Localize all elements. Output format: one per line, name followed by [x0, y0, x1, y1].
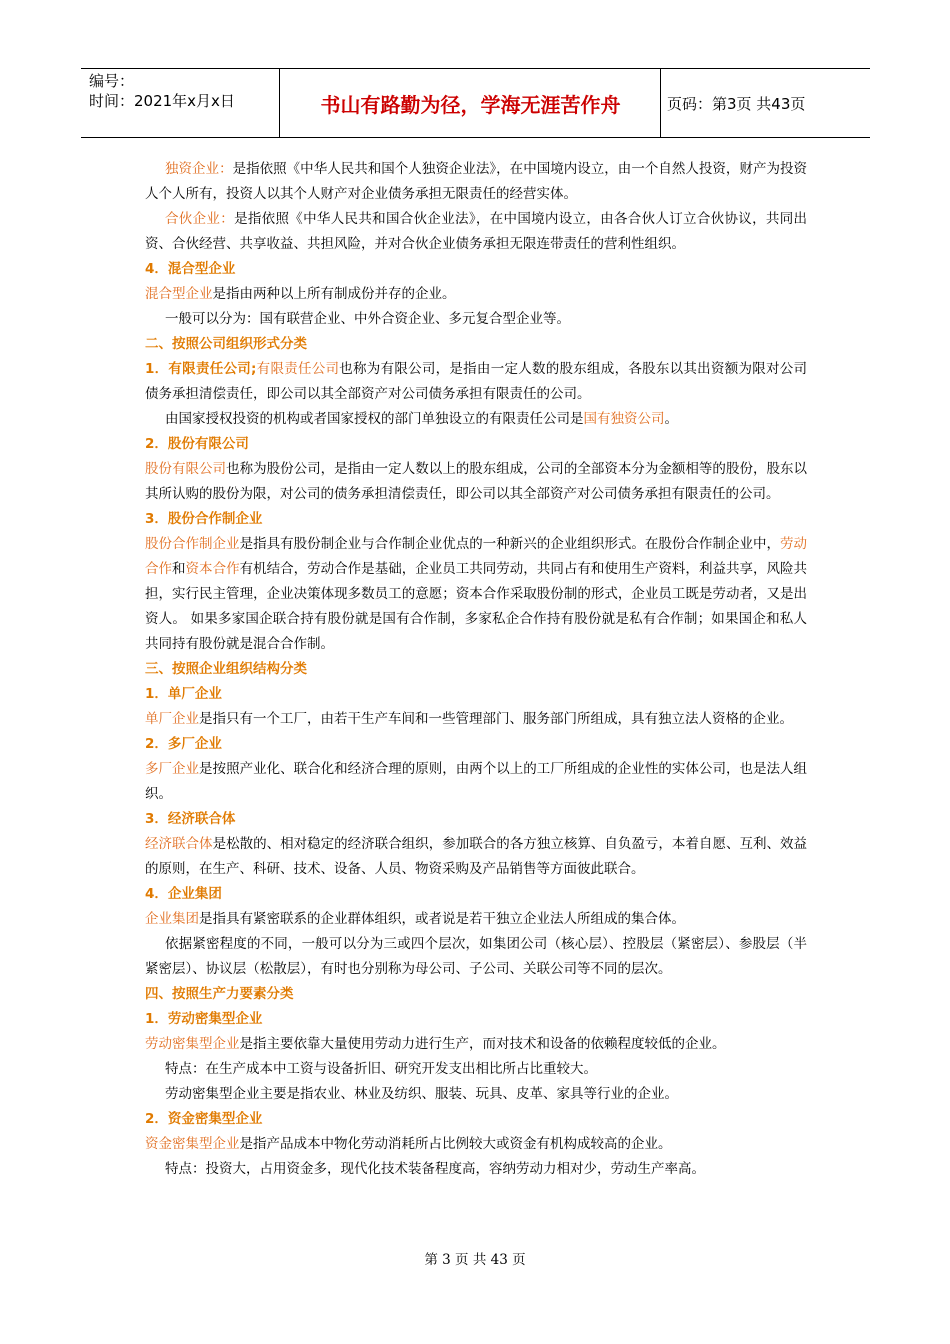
section-heading: 1．劳动密集型企业	[145, 1011, 263, 1027]
text: 也称为有限公司，是指由一定人数的股东组成，各股东以其出资额为限对公司债务承担清偿责任，即公司以其全部资产对公司债务承担有限责任的公司。	[145, 361, 808, 402]
text: 由国家授权投资的机构或者国家授权的部门单独设立的有限责任公司是	[165, 411, 584, 427]
term: 独资企业：	[165, 161, 233, 177]
paragraph	[145, 907, 807, 932]
term: 有限责任公司	[256, 361, 340, 377]
section-heading: 1．单厂企业	[145, 686, 222, 702]
text: 是指依照《中华人民共和国合伙企业法》，在中国境内设立，由各合伙人订立合伙协议，共同出资、合伙经营、共享收益、共担风险，并对合伙企业债务承担无限连带责任的营利性组织。	[145, 211, 808, 252]
paragraph	[145, 357, 807, 407]
text: 是指只有一个工厂，由若干生产车间和一些管理部门、服务部门所组成，具有独立法人资格的企业。	[199, 711, 793, 727]
section-heading: 2．股份有限公司	[145, 436, 249, 452]
text: 。	[664, 411, 678, 427]
text: 是指产品成本中物化劳动消耗所占比例较大或资金有机构成较高的企业。	[239, 1136, 672, 1152]
text: 也称为股份公司，是指由一定人数以上的股东组成，公司的全部资本分为金额相等的股份，股东以其所认购的股份为限，对公司的债务承担清偿责任，即公司以其全部资产对公司债务承担有限责任的公司。	[145, 461, 807, 502]
paragraph	[145, 282, 807, 307]
text: 和	[172, 561, 186, 577]
section-heading: 2．资金密集型企业	[145, 1111, 263, 1127]
inline-heading: 1．有限责任公司;	[145, 361, 257, 377]
term: 合伙企业：	[165, 211, 235, 227]
paragraph	[145, 407, 807, 432]
term: 劳动合作	[145, 536, 808, 577]
paragraph: 特点：投资大，占用资金多，现代化技术装备程度高，容纳劳动力相对少，劳动生产率高。	[165, 1161, 705, 1177]
time-label: 时间：2021年x月x日	[89, 92, 235, 110]
text: 是松散的、相对稳定的经济联合组织，参加联合的各方独立核算、自负盈亏，本着自愿、互利、效益的原则，在生产、科研、技术、设备、人员、物资采购及产品销售等方面彼此联合。	[145, 836, 808, 877]
text: 是按照产业化、联合化和经济合理的原则，由两个以上的工厂所组成的企业性的实体公司，也是法人组织。	[145, 761, 808, 802]
section-heading: 4．企业集团	[145, 886, 222, 902]
paragraph: 一般可以分为：国有联营企业、中外合资企业、多元复合型企业等。	[165, 311, 570, 327]
term: 劳动密集型企业	[145, 1036, 240, 1052]
term: 企业集团	[145, 911, 199, 927]
text: 是指依照《中华人民共和国个人独资企业法》，在中国境内设立，由一个自然人投资，财产为投资人个人所有，投资人以其个人财产对企业债务承担无限责任的经营实体。	[145, 161, 808, 202]
term: 多厂企业	[145, 761, 200, 777]
paragraph	[145, 707, 807, 732]
section-heading: 3．股份合作制企业	[145, 511, 263, 527]
section-heading: 三、按照企业组织结构分类	[145, 661, 307, 677]
term: 单厂企业	[145, 711, 199, 727]
paragraph: 劳动密集型企业主要是指农业、林业及纺织、服装、玩具、皮革、家具等行业的企业。	[165, 1086, 678, 1102]
term: 国有独资公司	[583, 411, 665, 427]
term: 股份有限公司	[145, 461, 227, 477]
paragraph: 依据紧密程度的不同，一般可以分为三或四个层次，如集团公司（核心层）、控股层（紧密层）、参股层（半紧密层）、协议层（松散层），有时也分别称为母公司、子公司、关联公司等不同的层次。	[145, 936, 807, 977]
document-body	[145, 157, 807, 1182]
text: 是指具有紧密联系的企业群体组织，或者说是若干独立企业法人所组成的集合体。	[199, 911, 685, 927]
text: 是指主要依靠大量使用劳动力进行生产，而对技术和设备的依赖程度较低的企业。	[239, 1036, 726, 1052]
page-header	[81, 68, 870, 138]
paragraph	[145, 207, 807, 257]
text: 是指具有股份制企业与合作制企业优点的一种新兴的企业组织形式。在股份合作制企业中，	[239, 536, 780, 552]
header-page-label: 页码：第3页 共43页	[667, 94, 806, 113]
paragraph: 特点：在生产成本中工资与设备折旧、研究开发支出相比所占比重较大。	[165, 1061, 597, 1077]
paragraph	[145, 532, 807, 657]
paragraph	[145, 457, 807, 507]
header-motto: 书山有路勤为径，学海无涯苦作舟	[281, 69, 661, 137]
paragraph	[145, 832, 807, 882]
term: 资本合作	[185, 561, 240, 577]
paragraph	[145, 1032, 807, 1057]
page-footer: 第 3 页 共 43 页	[424, 1252, 526, 1268]
paragraph	[145, 1132, 807, 1157]
term: 股份合作制企业	[145, 536, 240, 552]
section-heading: 3．经济联合体	[145, 811, 236, 827]
term: 资金密集型企业	[145, 1136, 240, 1152]
text: 有机结合，劳动合作是基础，企业员工共同劳动，共同占有和使用生产资料，利益共享，风险共担，实行民主管理，企业决策体现多数员工的意愿；资本合作采取股份制的形式，企业员工既是劳动者，又是出资人。 如果多家国企联合持有股份就是国有合作制，多家私企合作持有股份就是私有合作制；如果国企和私人共同持有股份就是混合合作制。	[145, 561, 808, 652]
term: 经济联合体	[145, 836, 213, 852]
text: 是指由两种以上所有制成份并存的企业。	[212, 286, 456, 302]
section-heading: 2．多厂企业	[145, 736, 222, 752]
term: 混合型企业	[145, 286, 213, 302]
header-info-cell	[81, 69, 280, 137]
paragraph	[145, 757, 807, 807]
number-label: 编号：	[89, 72, 135, 90]
paragraph	[145, 157, 807, 207]
section-heading: 二、按照公司组织形式分类	[145, 336, 307, 352]
section-heading: 四、按照生产力要素分类	[145, 986, 294, 1002]
section-heading: 4．混合型企业	[145, 261, 236, 277]
